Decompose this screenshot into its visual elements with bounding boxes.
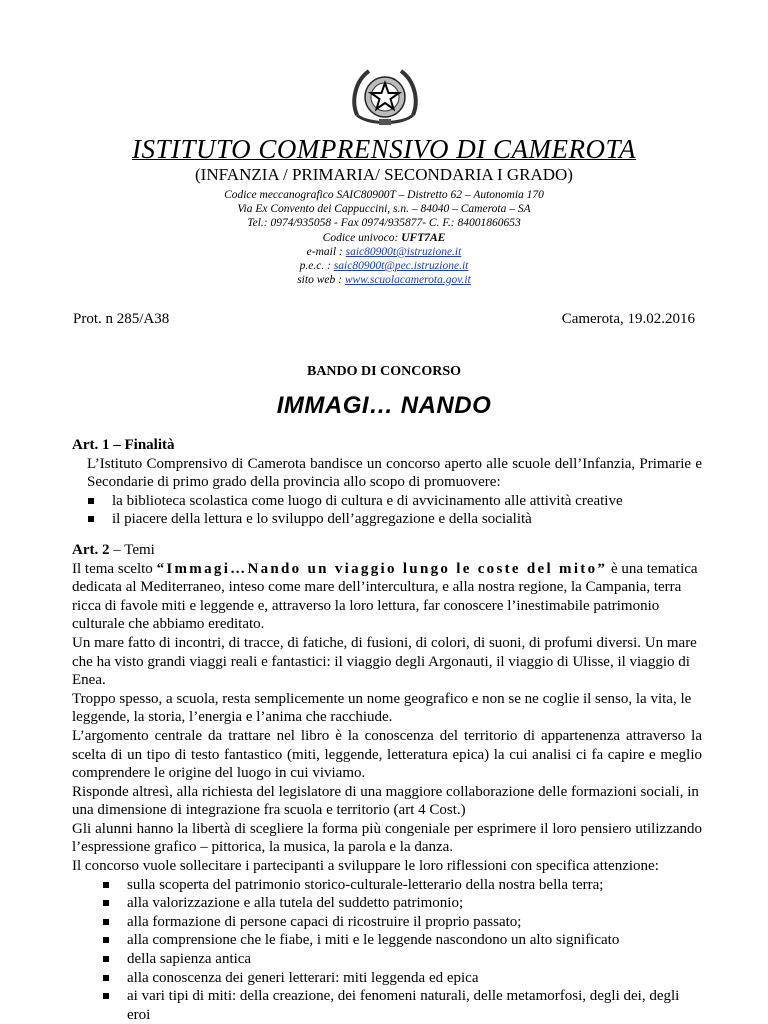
web-label: sito web :	[297, 274, 345, 287]
contact-line-pec	[0, 259, 768, 273]
art2-heading-rest: – Temi	[109, 541, 155, 558]
list-item	[72, 492, 702, 511]
bullet-square-icon	[103, 956, 109, 962]
unicode-label: Codice univoco:	[322, 231, 402, 244]
pec-label: p.e.c. :	[299, 260, 334, 273]
art2-intro-before: Il tema scelto	[72, 560, 157, 577]
school-name: ISTITUTO COMPRENSIVO DI CAMEROTA	[132, 134, 636, 164]
bullet-text: il piacere della lettura e lo sviluppo dell’aggregazione e della socialità	[112, 511, 532, 528]
contact-line-codice: Codice meccanografico SAIC80900T – Distretto 62 – Autonomia 170	[224, 189, 544, 201]
bullet-square-icon	[103, 975, 109, 981]
art2-bullet-list	[72, 876, 702, 1024]
theme-title: “Immagi…Nando un viaggio lungo le coste del mito”	[156, 560, 608, 577]
art2-paragraph: Il concorso vuole sollecitare i partecipanti a sviluppare le loro riflessioni con specifica attenzione:	[72, 858, 659, 875]
bullet-text: la biblioteca scolastica come luogo di cultura e di avvicinamento alle attività creative	[112, 492, 623, 509]
protocol-number: Prot. n 285/A38	[73, 311, 170, 327]
list-item	[72, 987, 702, 1024]
bando-title: IMMAGI… NANDO	[276, 392, 492, 419]
list-item	[72, 931, 702, 950]
bullet-text: sulla scoperta del patrimonio storico-culturale-letterario della nostra bella terra;	[127, 876, 604, 893]
list-item	[72, 876, 702, 895]
contact-block	[0, 188, 768, 287]
bullet-text: alla conoscenza dei generi letterari: miti leggenda ed epica	[127, 969, 479, 986]
art1-text: L’Istituto Comprensivo di Camerota bandisce un concorso aperto alle scuole dell’Infanzia, Primarie e Secondarie di primo grado della provincia allo scopo di promuovere:	[87, 455, 702, 491]
bullet-square-icon	[88, 516, 94, 522]
art2-heading	[72, 541, 702, 560]
art2-paragraph: L’argomento centrale da trattare nel libro è la conoscenza del territorio di appartenenza attraverso la scelta di un tipo di testo fantastico (miti, leggende, letteratura epica) la cui analisi ci fa capire e meglio comprendere le origine del luogo in cui viviamo.	[72, 727, 702, 782]
place-date: Camerota, 19.02.2016	[561, 311, 695, 327]
list-item	[72, 969, 702, 988]
art2-heading-bold: Art. 2	[72, 541, 110, 558]
bullet-text: alla comprensione che le fiabe, i miti e le leggende nascondono un alto significato	[127, 932, 620, 949]
art1-bullet-list	[72, 492, 702, 529]
bullet-text: della sapienza antica	[127, 951, 252, 968]
list-item	[72, 913, 702, 932]
bullet-square-icon	[103, 919, 109, 925]
email-label: e-mail :	[306, 245, 346, 258]
art2-paragraph: Troppo spesso, a scuola, resta semplicemente un nome geografico e non se ne coglie il senso, la vita, le leggende, la storia, l’energia e l’anima che racchiude.	[72, 690, 692, 726]
art2-paragraph: Un mare fatto di incontri, di tracce, di fatiche, di fusioni, di colori, di suoni, di profumi diversi. Un mare che ha visto grandi viaggi reali e fantastici: il viaggio degli Argonauti, il viaggio di Ulisse, il viaggio di Enea.	[72, 634, 697, 689]
bullet-square-icon	[103, 937, 109, 943]
contact-line-phone: Tel.: 0974/935058 - Fax 0974/935877- C. F.: 84001860653	[247, 217, 521, 230]
list-item	[72, 894, 702, 913]
bullet-square-icon	[88, 498, 94, 504]
bullet-text: ai vari tipi di miti: della creazione, dei fenomeni naturali, delle metamorfosi, degli dei, degli eroi	[127, 988, 680, 1023]
contact-line-unicode	[0, 231, 768, 245]
art1-heading: Art. 1 – Finalità	[72, 437, 175, 453]
bullet-square-icon	[103, 993, 109, 999]
republic-emblem-icon	[349, 63, 421, 129]
email-link[interactable]: saic80900t@istruzione.it	[345, 245, 462, 258]
contact-line-email	[0, 245, 768, 259]
list-item	[72, 510, 702, 529]
document-body	[72, 436, 702, 1024]
art2-intro-after: è una tematica dedicata al Mediterraneo, inteso come mare dell’intercultura, e alla nostra regione, la Campania, terra ricca di favole miti e leggende e, attraverso la loro lettura, far conoscere l’inestimabile patrimonio culturale che abbiamo ereditato.	[72, 560, 698, 633]
bullet-square-icon	[103, 900, 109, 906]
contact-line-address: Via Ex Convento dei Cappuccini, s.n. – 84040 – Camerota – SA	[237, 203, 531, 216]
bullet-text: alla valorizzazione e alla tutela del suddetto patrimonio;	[127, 895, 464, 912]
website-link[interactable]: www.scuolacamerota.gov.it	[344, 274, 471, 287]
art2-intro	[72, 560, 702, 634]
art2-paragraph: Gli alunni hanno la libertà di scegliere la forma più congeniale per esprimere il loro pensiero utilizzando l’espressione grafico – pittorica, la musica, la parola e la danza.	[72, 820, 702, 856]
art2-paragraph: Risponde altresì, alla richiesta del legislatore di una maggiore collaborazione delle formazioni sociali, in una dimensione di integrazione fra scuola e territorio (art 4 Cost.)	[72, 783, 699, 819]
unicode-value: UFT7AE	[401, 231, 446, 244]
list-item	[72, 950, 702, 969]
bullet-text: alla formazione di persone capaci di ricostruire il proprio passato;	[127, 913, 522, 930]
bando-heading: BANDO DI CONCORSO	[306, 364, 461, 379]
school-levels: (INFANZIA / PRIMARIA/ SECONDARIA I GRADO)	[195, 165, 573, 184]
contact-line-web	[0, 273, 768, 287]
bullet-square-icon	[103, 882, 109, 888]
pec-link[interactable]: saic80900t@pec.istruzione.it	[333, 260, 469, 273]
